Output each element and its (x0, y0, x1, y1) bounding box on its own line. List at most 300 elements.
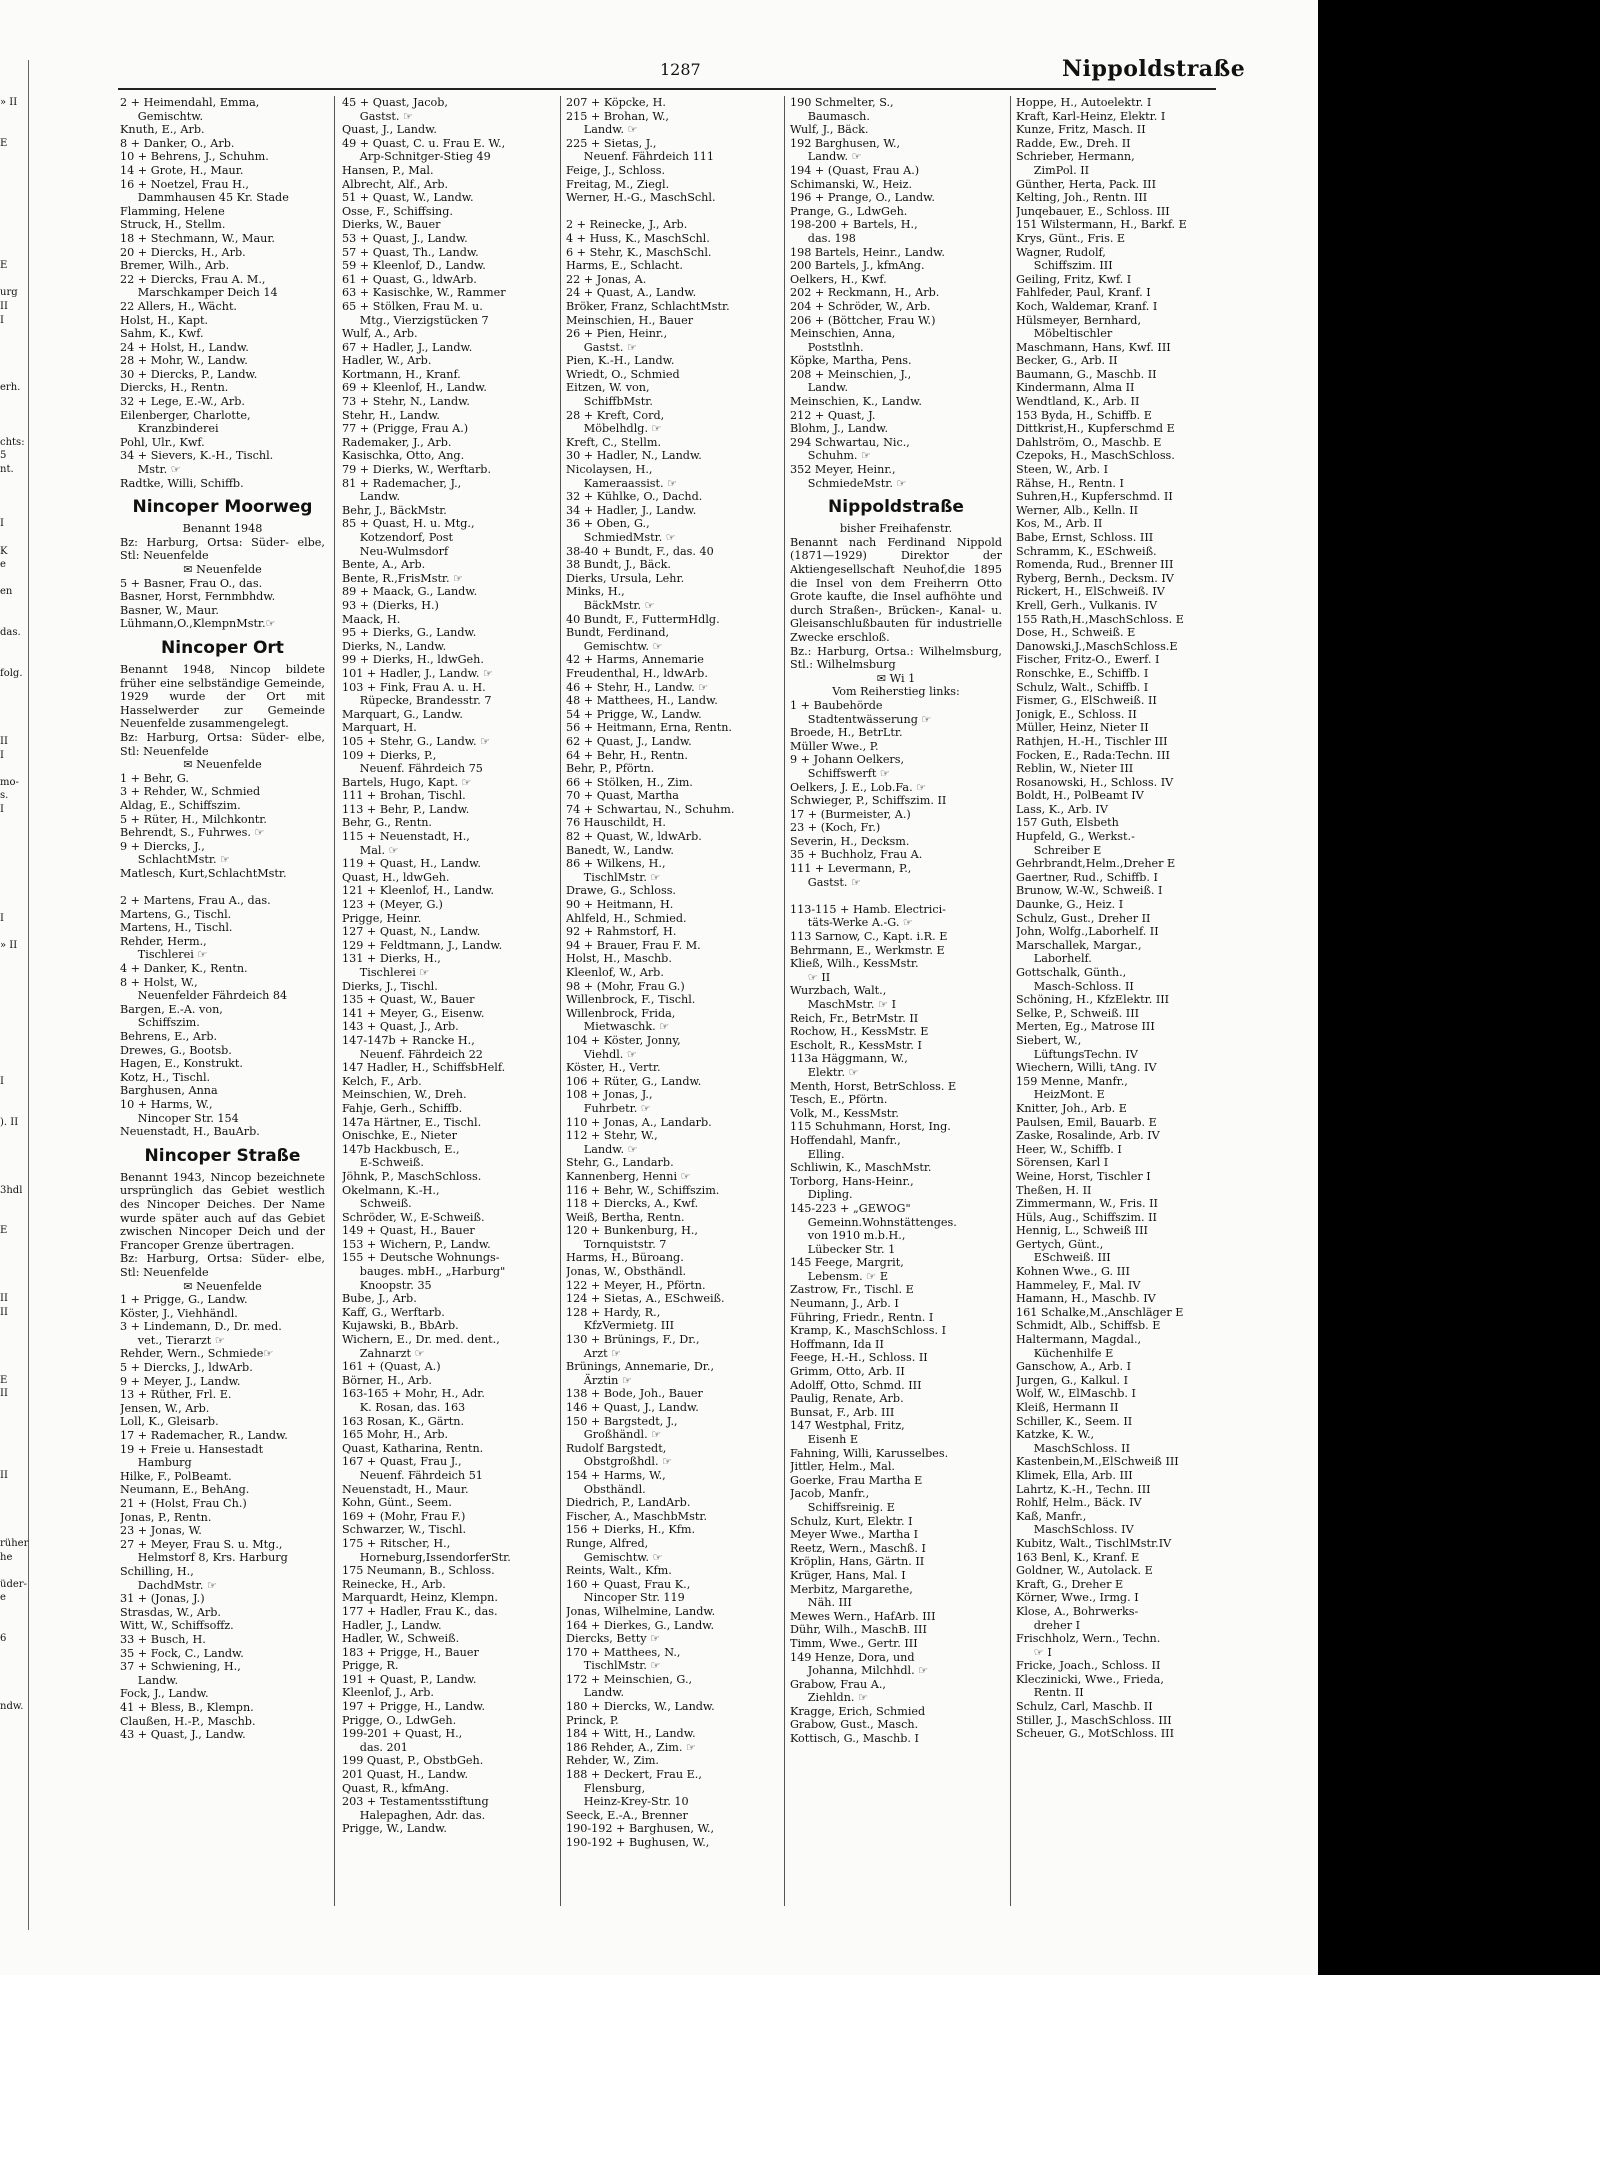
directory-entry: 147 Hadler, H., SchiffsbHelf. (342, 1061, 506, 1075)
directory-entry: 34 + Sievers, K.-H., Tischl. (120, 449, 274, 463)
directory-entry: Freitag, M., Ziegl. (566, 177, 670, 191)
directory-entry: Bundt, Ferdinand, (566, 626, 670, 640)
edge-fragment (0, 871, 30, 885)
directory-entry: Kaff, G., Werftarb. (342, 1305, 445, 1319)
directory-entry: 82 + Quast, W., ldwArb. (566, 830, 702, 844)
directory-entry: 86 + Wilkens, H., (566, 857, 666, 871)
edge-fragment (0, 844, 30, 858)
directory-entry: 34 + Hadler, J., Landw. (566, 503, 697, 517)
directory-entry: 69 + Kleenlof, H., Landw. (342, 381, 487, 395)
directory-entry: Weine, Horst, Tischler I (1016, 1169, 1151, 1183)
directory-entry: Scheuer, G., MotSchloss. III (1016, 1727, 1175, 1741)
directory-entry: Koch, Waldemar, Kranf. I (1016, 299, 1158, 313)
edge-fragment: K (0, 545, 8, 557)
directory-entry: 49 + Quast, C. u. Frau E. W., (342, 136, 506, 150)
directory-entry: 22 Allers, H., Wächt. (120, 299, 237, 313)
directory-entry: täts-Werke A.-G. ☞ (790, 916, 913, 930)
directory-entry: Broede, H., BetrLtr. (790, 726, 903, 740)
directory-entry: Kaß, Manfr., (1016, 1509, 1087, 1523)
directory-entry: 215 + Brohan, W., (566, 109, 669, 123)
edge-fragment (0, 640, 30, 654)
directory-entry: 70 + Quast, Martha (566, 789, 679, 803)
edge-fragment (0, 952, 30, 966)
directory-column-4 (790, 96, 1002, 1746)
directory-entry: Focken, E., Rada:Techn. III (1016, 748, 1170, 762)
edge-fragment (0, 164, 30, 178)
directory-entry: 61 + Quast, G., ldwArb. (342, 272, 477, 286)
directory-entry: Adolff, Otto, Schmd. III (790, 1378, 922, 1392)
directory-entry: Mal. ☞ (342, 843, 399, 857)
directory-entry: 116 + Behr, W., Schiffszim. (566, 1183, 720, 1197)
edge-fragment (0, 191, 30, 205)
edge-fragment: 6 (0, 1633, 7, 1645)
directory-entry: Zimmermann, W., Fris. II (1016, 1197, 1158, 1211)
directory-entry: Kelch, F., Arb. (342, 1074, 422, 1088)
edge-fragment (0, 1605, 30, 1619)
directory-entry: Theßen, H. II (1016, 1183, 1092, 1197)
directory-entry: Möbeltischler (1016, 327, 1113, 341)
directory-entry: Diedrich, P., LandArb. (566, 1496, 691, 1510)
directory-entry: Reetz, Wern., Maschß. I (790, 1541, 926, 1555)
directory-entry: John, Wolfg.,Laborhelf. II (1016, 925, 1159, 939)
directory-entry: 9 + Johann Oelkers, (790, 753, 905, 767)
directory-entry: TischlMstr. ☞ (566, 1659, 661, 1673)
directory-entry: Meyer Wwe., Martha I (790, 1528, 919, 1542)
directory-entry: 95 + Dierks, G., Landw. (342, 626, 477, 640)
edge-fragment (0, 246, 30, 260)
edge-fragment (0, 613, 30, 627)
directory-entry: Rudolf Bargstedt, (566, 1441, 667, 1455)
directory-entry: 41 + Bless, B., Klempn. (120, 1700, 254, 1714)
directory-entry: 108 + Jonas, J., (566, 1088, 653, 1102)
directory-entry: 160 + Quast, Frau K., (566, 1577, 691, 1591)
directory-entry: 59 + Kleenlof, D., Landw. (342, 259, 486, 273)
edge-fragment (0, 898, 30, 912)
directory-entry: Zastrow, Fr., Tischl. E (790, 1283, 914, 1297)
directory-entry: 2 + Reinecke, J., Arb. (566, 218, 688, 232)
street-heading: Nippoldstraße (828, 497, 964, 518)
directory-entry: Mtg., Vierzigstücken 7 (342, 313, 489, 327)
directory-entry: Hadler, J., Landw. (342, 1618, 442, 1632)
edge-fragment (0, 1333, 30, 1347)
directory-entry: Gemischtw. (120, 109, 204, 123)
directory-entry: 65 + Stölken, Frau M. u. (342, 299, 483, 313)
edge-fragment (0, 1020, 30, 1034)
directory-entry: Heer, W., Schiffb. I (1016, 1142, 1122, 1156)
directory-entry: 28 + Mohr, W., Landw. (120, 354, 248, 368)
edge-fragment (0, 1238, 30, 1252)
directory-entry: Onischke, E., Nieter (342, 1129, 457, 1143)
street-note: Benannt 1948, Nincop bildete früher eine selbständige Gemeinde, 1929 wurde der Ort mit Hasselwerder zur Gemeinde Neuenfelde zusammengelegt. (120, 662, 325, 731)
directory-entry: KfzVermietg. III (566, 1319, 675, 1333)
edge-fragment (0, 1401, 30, 1415)
directory-entry: 138 + Bode, Joh., Bauer (566, 1387, 703, 1401)
directory-entry: Wiechern, Willi, tAng. IV (1016, 1061, 1157, 1075)
directory-entry: Landw. (566, 1686, 625, 1700)
directory-entry: Köpke, Martha, Pens. (790, 354, 912, 368)
directory-entry: Brunow, W.-W., Schweiß. I (1016, 884, 1163, 898)
directory-entry: SchiffbMstr. (566, 395, 653, 409)
directory-entry: das. 201 (342, 1740, 408, 1754)
directory-entry: Bremer, Wilh., Arb. (120, 259, 230, 273)
directory-entry: BäckMstr. ☞ (566, 598, 655, 612)
edge-fragment: E (0, 1374, 8, 1386)
directory-entry: 64 + Behr, H., Rentn. (566, 748, 688, 762)
directory-entry: Grabow, Gust., Masch. (790, 1718, 919, 1732)
directory-entry: 27 + Meyer, Frau S. u. Mtg., (120, 1537, 283, 1551)
directory-entry: Kleenlof, J., Arb. (342, 1686, 434, 1700)
directory-entry: Neuenstadt, H., BauArb. (120, 1125, 260, 1139)
edge-fragment (0, 273, 30, 287)
edge-fragment (0, 708, 30, 722)
directory-entry: Wurzbach, Walt., (790, 984, 887, 998)
directory-entry: 165 Mohr, H., Arb. (342, 1428, 449, 1442)
directory-entry: 161 + (Quast, A.) (342, 1360, 441, 1374)
directory-entry: Kranzbinderei (120, 422, 219, 436)
directory-entry: Rosanowski, H., Schloss. IV (1016, 775, 1174, 789)
directory-entry: Dahlström, O., Maschb. E (1016, 435, 1162, 449)
street-subline: ✉ Neuenfelde (183, 758, 262, 772)
edge-fragment: ndw. (0, 1701, 24, 1713)
directory-entry: 10 + Behrens, J., Schuhm. (120, 150, 269, 164)
directory-entry: Horneburg,IssendorferStr. (342, 1550, 511, 1564)
directory-entry: 66 + Stölken, H., Zim. (566, 775, 693, 789)
directory-entry: Fischer, Fritz-O., Ewerf. I (1016, 653, 1160, 667)
directory-entry: Dierks, N., Landw. (342, 639, 447, 653)
directory-entry: Günther, Herta, Pack. III (1016, 177, 1157, 191)
directory-entry: 113a Häggmann, W., (790, 1052, 908, 1066)
previous-page-edge-text (0, 96, 30, 1714)
directory-entry: Fahje, Gerh., Schiffb. (342, 1101, 463, 1115)
directory-entry: 190-192 + Bughusen, W., (566, 1836, 710, 1849)
directory-entry: Knoopstr. 35 (342, 1278, 432, 1292)
directory-entry: 204 + Schröder, W., Arb. (790, 299, 931, 313)
directory-entry: Schulz, Kurt, Elektr. I (790, 1514, 913, 1528)
edge-fragment: en (0, 586, 13, 598)
directory-entry: Halepaghen, Adr. das. (342, 1808, 486, 1822)
edge-fragment: das. (0, 627, 21, 639)
edge-fragment: e (0, 559, 6, 571)
directory-entry: 207 + Köpcke, H. (566, 96, 666, 109)
directory-entry: Tornquiststr. 7 (566, 1237, 667, 1251)
directory-entry: Tischlerei ☞ (342, 966, 430, 979)
directory-entry: Poststlnh. (790, 340, 864, 354)
street-heading: Nincoper Moorweg (132, 497, 313, 518)
directory-entry: Kortmann, H., Kranf. (342, 367, 461, 381)
directory-entry: 198-200 + Bartels, H., (790, 218, 918, 232)
directory-entry: 48 + Matthees, H., Landw. (566, 694, 718, 708)
directory-entry: dreher I (1016, 1618, 1081, 1632)
directory-entry: Kragge, Erich, Schmied (790, 1704, 926, 1718)
directory-entry: 128 + Hardy, R., (566, 1305, 661, 1319)
directory-entry: 161 Schalke,M.,Anschläger E (1016, 1305, 1184, 1319)
directory-entry: Jittler, Helm., Mal. (790, 1460, 895, 1474)
directory-entry: Willenbrock, F., Tischl. (566, 993, 696, 1007)
directory-entry: Witt, W., Schiffsoffz. (120, 1619, 234, 1633)
directory-entry: Krys, Günt., Fris. E (1016, 231, 1126, 245)
directory-entry: Rehder, Wern., Schmiede☞ (120, 1347, 274, 1361)
directory-entry: Rochow, H., KessMstr. E (790, 1025, 929, 1039)
directory-entry: Hilke, F., PolBeamt. (120, 1469, 232, 1483)
directory-entry: Albrecht, Alf., Arb. (342, 177, 449, 191)
directory-entry: Küchenhilfe E (1016, 1346, 1114, 1360)
directory-entry: Werner, H.-G., MaschSchl. (566, 191, 716, 205)
directory-entry: Quast, R., kfmAng. (342, 1781, 450, 1795)
directory-entry: Mewes Wern., HafArb. III (790, 1609, 936, 1623)
directory-entry: Holst, H., Kapt. (120, 313, 209, 327)
directory-entry: Gehrbrandt,Helm.,Dreher E (1016, 857, 1176, 871)
directory-entry: Schröder, W., E-Schweiß. (342, 1210, 485, 1224)
directory-entry: SchlachtMstr. ☞ (120, 853, 231, 867)
directory-entry: 115 + Neuenstadt, H., (342, 830, 470, 844)
directory-entry: Torborg, Hans-Heinr., (790, 1174, 914, 1188)
directory-entry: 190-192 + Barghusen, W., (566, 1822, 715, 1836)
directory-entry: Kramp, K., MaschSchloss. I (790, 1324, 947, 1338)
directory-entry: Schimanski, W., Heiz. (790, 177, 913, 191)
edge-fragment (0, 504, 30, 518)
directory-entry: 113-115 + Hamb. Electrici- (790, 902, 946, 916)
directory-entry: Geiling, Fritz, Kwf. I (1016, 272, 1132, 286)
directory-entry: DachdMstr. ☞ (120, 1578, 218, 1592)
directory-entry: Müller Wwe., P. (790, 739, 879, 753)
edge-fragment: E (0, 137, 8, 149)
directory-entry: Hoffmann, Ida II (790, 1337, 884, 1351)
edge-fragment: I (0, 803, 4, 815)
directory-entry: Schulz, Gust., Dreher II (1016, 911, 1151, 925)
edge-fragment (0, 232, 30, 246)
directory-entry: Bröker, Franz, SchlachtMstr. (566, 299, 730, 313)
directory-entry: 30 + Hadler, N., Landw. (566, 449, 702, 463)
directory-entry: 199 Quast, P., ObstbGeh. (342, 1754, 484, 1768)
street-subline: Benannt 1948 (182, 522, 263, 536)
street-heading: Nincoper Ort (161, 637, 284, 658)
directory-entry: Gaertner, Rud., Schiffb. I (1016, 870, 1158, 884)
directory-entry: 46 + Stehr, H., Landw. ☞ (566, 680, 709, 694)
edge-fragment: II (0, 1306, 8, 1318)
directory-entry: Landw. (342, 490, 401, 504)
directory-entry: Möbelhdlg. ☞ (566, 422, 662, 436)
directory-entry: 129 + Feldtmann, J., Landw. (342, 938, 503, 952)
directory-entry: 74 + Schwartau, N., Schuhm. (566, 802, 735, 816)
directory-entry: Meinschien, Anna, (790, 327, 896, 341)
directory-entry: Schwarzer, W., Tischl. (342, 1523, 467, 1537)
directory-entry: 104 + Köster, Jonny, (566, 1033, 681, 1047)
directory-entry: Schrieber, Hermann, (1016, 150, 1135, 164)
directory-entry: 17 + Rademacher, R., Landw. (120, 1429, 288, 1443)
directory-entry: Romenda, Rud., Brenner III (1016, 558, 1174, 572)
directory-entry: SchmiedeMstr. ☞ (790, 476, 907, 490)
directory-entry: Quast, Katharina, Rentn. (342, 1441, 484, 1455)
directory-entry: Dose, H., Schweiß. E (1016, 626, 1136, 640)
directory-entry: Kindermann, Alma II (1016, 381, 1135, 395)
directory-entry: 43 + Quast, J., Landw. (120, 1728, 246, 1742)
directory-entry: Gemeinn.Wohnstättenges. (790, 1215, 957, 1229)
directory-entry: Kottisch, G., Maschb. I (790, 1732, 919, 1746)
directory-entry: 26 + Pien, Heinr., (566, 327, 668, 341)
directory-entry: 76 Hauschildt, H. (566, 816, 666, 830)
directory-entry: Grabow, Frau A., (790, 1677, 886, 1691)
directory-entry: 94 + Brauer, Frau F. M. (566, 938, 701, 952)
directory-entry: 8 + Holst, W., (120, 975, 198, 989)
directory-entry: 294 Schwartau, Nic., (790, 435, 910, 449)
directory-entry: 79 + Dierks, W., Werftarb. (342, 463, 492, 477)
directory-entry: 199-201 + Quast, H., (342, 1727, 463, 1741)
street-subline: ✉ Neuenfelde (183, 563, 262, 576)
directory-entry: Pohl, Ulr., Kwf. (120, 435, 205, 449)
directory-entry: Kohnen Wwe., G. III (1016, 1265, 1130, 1279)
directory-entry: 194 + (Quast, Frau A.) (790, 163, 920, 177)
directory-entry: Schiffsreinig. E (790, 1500, 895, 1514)
directory-entry: Fahlfeder, Paul, Kranf. I (1016, 286, 1151, 300)
directory-entry: Menth, Horst, BetrSchloss. E (790, 1079, 957, 1093)
edge-fragment: » II (0, 939, 18, 951)
directory-entry: Gemischtw. ☞ (566, 639, 663, 653)
directory-entry: 149 + Quast, H., Bauer (342, 1224, 475, 1238)
directory-entry: 127 + Quast, N., Landw. (342, 925, 481, 939)
directory-entry: Willenbrock, Frida, (566, 1006, 676, 1020)
directory-entry: Landw. ☞ (790, 150, 862, 164)
edge-fragment (0, 409, 30, 423)
directory-entry: Claußen, H.-P., Maschb. (120, 1714, 256, 1728)
directory-entry: Hoffendahl, Manfr., (790, 1133, 901, 1147)
running-head: Nippoldstraße (1062, 56, 1246, 82)
directory-entry: 196 + Prange, O., Landw. (790, 191, 935, 205)
directory-entry: 184 + Witt, H., Landw. (566, 1727, 696, 1741)
edge-fragment (0, 1646, 30, 1660)
directory-entry: 56 + Heitmann, Erna, Rentn. (566, 721, 732, 735)
directory-entry: 163-165 + Mohr, H., Adr. (342, 1387, 485, 1401)
directory-entry: 111 + Levermann, P., (790, 862, 912, 876)
directory-entry: Ärztin ☞ (566, 1373, 632, 1387)
directory-entry: Schweiß. (342, 1197, 412, 1211)
directory-entry: 159 Menne, Manfr., (1016, 1074, 1128, 1088)
edge-fragment: e (0, 1592, 6, 1604)
edge-fragment (0, 830, 30, 844)
directory-entry: 9 + Diercks, J., (120, 839, 205, 853)
directory-entry: LüftungsTechn. IV (1016, 1047, 1138, 1061)
edge-fragment (0, 1143, 30, 1157)
edge-fragment: I (0, 518, 4, 530)
directory-entry: Selke, P., Schweiß. III (1016, 1006, 1140, 1020)
directory-entry: Flamming, Helene (120, 204, 225, 218)
directory-entry: 3 + Rehder, W., Schmied (120, 785, 261, 799)
edge-fragment (0, 1088, 30, 1102)
directory-entry: Elektr. ☞ (790, 1065, 859, 1079)
directory-entry: MaschSchloss. II (1016, 1441, 1130, 1455)
directory-entry: 38 Bundt, J., Bäck. (566, 558, 671, 572)
edge-fragment (0, 1061, 30, 1075)
directory-entry: 110 + Jonas, A., Landarb. (566, 1115, 712, 1129)
directory-entry: Rehder, W., Zim. (566, 1754, 659, 1768)
directory-entry: Knuth, E., Arb. (120, 123, 205, 137)
directory-entry: Hüls, Aug., Schiffszim. II (1016, 1210, 1157, 1224)
directory-entry: Kubitz, Walt., TischlMstr.IV (1016, 1536, 1172, 1550)
street-subline: ✉ Neuenfelde (183, 1279, 262, 1293)
directory-entry: Prange, G., LdwGeh. (790, 204, 908, 218)
edge-fragment (0, 327, 30, 341)
edge-fragment (0, 721, 30, 735)
directory-entry: 4 + Huss, K., MaschSchl. (566, 231, 710, 245)
directory-entry (120, 880, 325, 894)
directory-entry: Goldner, W., Autolack. E (1016, 1564, 1153, 1578)
directory-entry: Freudenthal, H., ldwArb. (566, 666, 708, 680)
edge-fragment (0, 1483, 30, 1497)
edge-fragment (0, 490, 30, 504)
directory-entry: 5 + Diercks, J., ldwArb. (120, 1361, 253, 1375)
directory-entry: HeizMont. E (1016, 1088, 1105, 1102)
directory-entry: Blohm, J., Landw. (790, 422, 889, 436)
edge-fragment: 3hdl (0, 1184, 23, 1196)
directory-entry: Körner, Wwe., Irmg. I (1016, 1591, 1139, 1605)
directory-entry: Feige, J., Schloss. (566, 163, 666, 177)
directory-entry: Arzt ☞ (566, 1346, 622, 1360)
edge-fragment (0, 1619, 30, 1633)
directory-entry: 10 + Harms, W., (120, 1097, 213, 1111)
directory-entry: 147-147b + Rancke H., (342, 1033, 475, 1047)
directory-entry: Reblin, W., Nieter III (1016, 762, 1134, 776)
directory-entry: 154 + Harms, W., (566, 1468, 666, 1482)
directory-entry: ☞ I (1016, 1645, 1052, 1659)
directory-entry: Meinschien, W., Dreh. (342, 1088, 467, 1102)
edge-fragment (0, 993, 30, 1007)
street-subline: bisher Freihafenstr. (839, 522, 953, 536)
directory-entry: Banedt, W., Landw. (566, 843, 674, 857)
directory-entry: Kotz, H., Tischl. (120, 1070, 211, 1084)
edge-fragment: folg. (0, 667, 23, 679)
directory-entry: Schiffszim. III (1016, 259, 1113, 273)
directory-entry: Wolf, W., ElMaschb. I (1016, 1387, 1136, 1401)
directory-entry: Marschkamper Deich 14 (120, 286, 278, 300)
directory-entry: Arp-Schnitger-Stieg 49 (342, 150, 491, 164)
street-note: Benannt 1943, Nincop bezeichnete ursprünglich das Gebiet westlich des Nincoper Deiches. Der Name wurde später auch auf das Gebiet zwischen Nincoper Deich und der Francoper Grenze übertragen. (120, 1170, 325, 1252)
directory-entry: Fricke, Joach., Schloss. II (1016, 1659, 1161, 1673)
directory-entry: Großhändl. ☞ (566, 1428, 662, 1442)
edge-fragment (0, 1496, 30, 1510)
directory-entry: Strasdas, W., Arb. (120, 1605, 221, 1619)
directory-entry: 54 + Prigge, W., Landw. (566, 707, 702, 721)
directory-entry: Kreft, C., Stellm. (566, 435, 662, 449)
directory-entry: Prigge, W., Landw. (342, 1822, 447, 1836)
directory-entry: 28 + Kreft, Cord, (566, 408, 665, 422)
edge-fragment: I (0, 912, 4, 924)
directory-entry: Ryberg, Bernh., Decksm. IV (1016, 571, 1174, 585)
directory-entry: 112 + Stehr, W., (566, 1129, 658, 1143)
directory-entry: Goerke, Frau Martha E (790, 1473, 923, 1487)
directory-entry: ZimPol. II (1016, 163, 1090, 177)
edge-fragment (0, 477, 30, 491)
directory-entry: Stiller, J., MaschSchloss. III (1016, 1713, 1172, 1727)
directory-entry: Struck, H., Stellm. (120, 218, 226, 232)
directory-entry: Hadler, W., Arb. (342, 354, 432, 368)
edge-fragment (0, 857, 30, 871)
edge-fragment (0, 1048, 30, 1062)
edge-fragment: 5 (0, 450, 7, 462)
directory-entry: 180 + Diercks, W., Landw. (566, 1700, 715, 1714)
directory-entry: Weiß, Bertha, Rentn. (566, 1210, 685, 1224)
directory-entry: 32 + Kühlke, O., Dachd. (566, 490, 703, 504)
directory-entry: Babe, Ernst, Schloss. III (1016, 531, 1154, 544)
directory-entry: Klose, A., Bohrwerks- (1016, 1604, 1139, 1618)
directory-entry: 99 + Dierks, H., ldwGeh. (342, 653, 484, 667)
edge-fragment: nt. (0, 464, 14, 476)
directory-entry: 3 + Lindemann, D., Dr. med. (120, 1320, 282, 1334)
directory-entry: Neuenstadt, H., Maur. (342, 1482, 469, 1496)
edge-fragment: II (0, 735, 8, 747)
directory-entry: Jonigk, E., Schloss. II (1016, 707, 1137, 721)
street-note: Benannt nach Ferdinand Nippold (1871—1929) Direktor der Aktiengesellschaft Neuhof,die 1895 die Insel von dem Freiherrn Otto Grote kaufte, die Insel aufhöhte und durch Straßen-, Brücken-, Kanal- u. Gleisanschlußbauten für industrielle Zwecke erschloß. (790, 535, 1002, 644)
directory-entry: 150 + Bargstedt, J., (566, 1414, 678, 1428)
directory-entry: 21 + (Holst, Frau Ch.) (120, 1497, 247, 1510)
